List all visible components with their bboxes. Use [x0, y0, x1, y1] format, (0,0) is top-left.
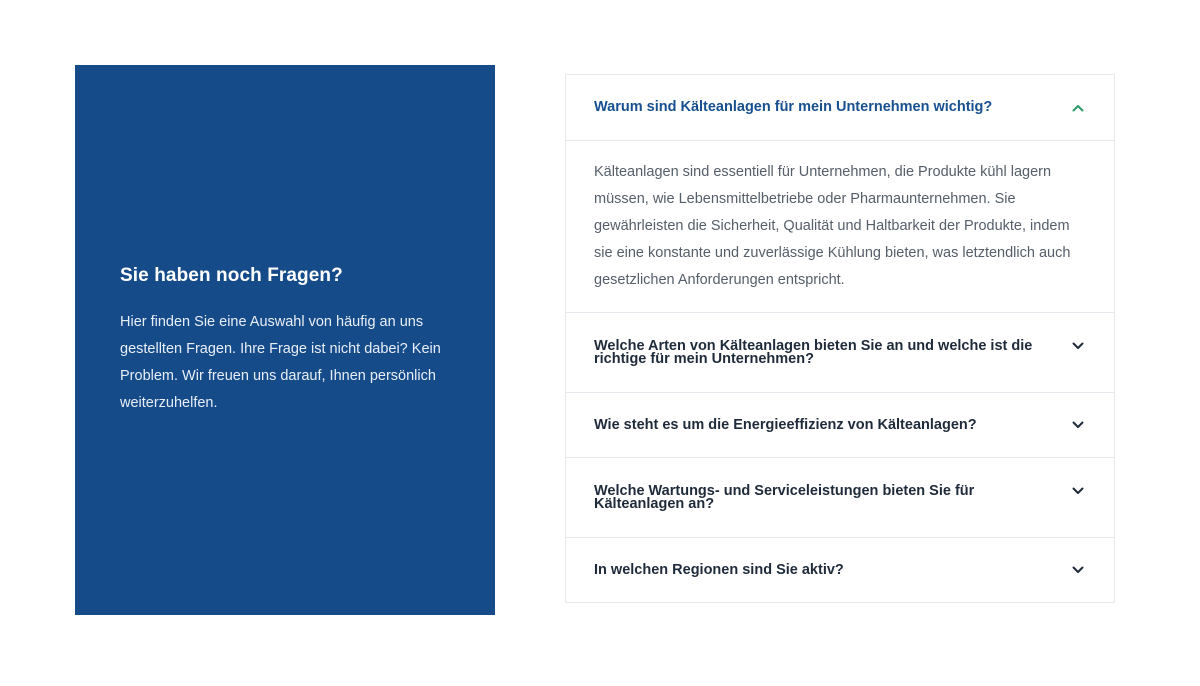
faq-item-3: [566, 392, 1114, 457]
faq-answer-1: Kälteanlagen sind essentiell für Unternehmen, die Produkte kühl lagern müssen, wie Lebensmittelbetriebe oder Pharmaunternehmen. Sie gewährleisten die Sicherheit, Qualität und Haltbarkeit der Produkte, indem sie eine konstante und zuverlässige Kühlung bieten, was letztendlich auch gesetzlichen Anforderungen entspricht.: [566, 140, 1114, 312]
faq-accordion: [565, 74, 1115, 603]
faq-question-toggle-1[interactable]: [566, 75, 1114, 140]
faq-question-5: In welchen Regionen sind Sie aktiv?: [594, 561, 844, 578]
intro-text: Hier finden Sie eine Auswahl von häufig an uns gestellten Fragen. Ihre Frage ist nicht dabei? Kein Problem. Wir freuen uns darauf, Ihnen persönlich weiterzuhelfen.: [120, 314, 441, 411]
faq-question-2: Welche Arten von Kälteanlagen bieten Sie an und welche ist die richtige für mein Unternehmen?: [594, 337, 1033, 367]
faq-item-4: [566, 457, 1114, 537]
chevron-down-icon[interactable]: [1071, 418, 1085, 432]
faq-question-toggle-4[interactable]: [566, 458, 1114, 537]
faq-intro-panel: [75, 65, 495, 615]
intro-title: Sie haben noch Fragen?: [120, 265, 343, 286]
faq-question-4: Welche Wartungs- und Serviceleistungen bieten Sie für Kälteanlagen an?: [594, 482, 975, 512]
chevron-down-icon[interactable]: [1071, 563, 1085, 577]
faq-question-toggle-5[interactable]: [566, 538, 1114, 602]
faq-question-toggle-2[interactable]: [566, 313, 1114, 392]
chevron-down-icon[interactable]: [1071, 339, 1085, 353]
chevron-down-icon[interactable]: [1071, 484, 1085, 498]
chevron-up-icon[interactable]: [1071, 101, 1085, 115]
faq-item-2: [566, 312, 1114, 392]
faq-question-toggle-3[interactable]: [566, 393, 1114, 457]
faq-item-5: [566, 537, 1114, 602]
faq-question-1: Warum sind Kälteanlagen für mein Unternehmen wichtig?: [594, 99, 993, 115]
faq-question-3: Wie steht es um die Energieeffizienz von Kälteanlagen?: [594, 416, 977, 433]
faq-item-1: [566, 75, 1114, 312]
